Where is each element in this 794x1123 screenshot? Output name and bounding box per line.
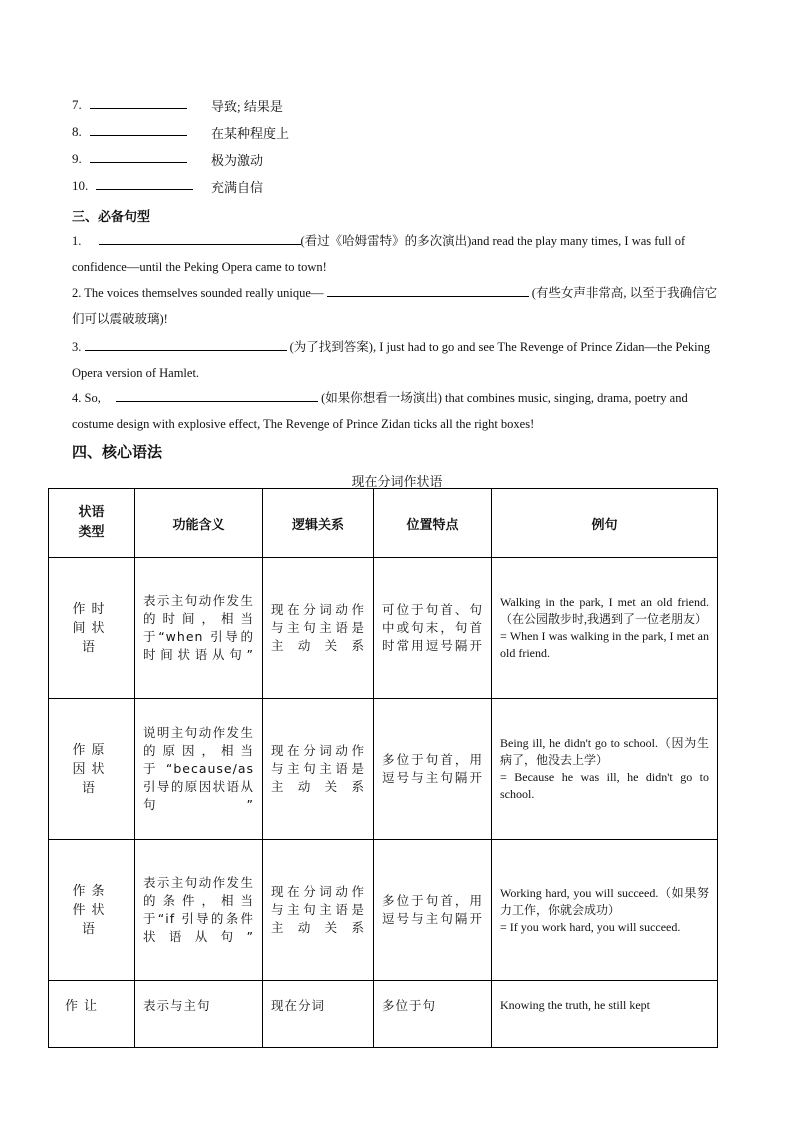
section-4-title: 四、核心语法	[72, 443, 163, 461]
header-logic: 逻辑关系	[263, 489, 374, 558]
header-type: 状语 类型	[49, 489, 135, 558]
table-row: 作条件状语 表示主句动作发生的条件，相当于“if 引导的条件状语从句” 现在分词动作与主句主语是主动关系 多位于句首，用逗号与主句隔开 Working hard, you will succeed.（如果努力工作，你就会成功） = If you work hard, you will succeed.	[49, 840, 718, 981]
grammar-table	[48, 488, 718, 1048]
answer-blank[interactable]	[90, 96, 187, 109]
vocab-item-7: 7. 导致; 结果是	[72, 97, 283, 114]
sentence-blank[interactable]	[99, 232, 301, 245]
table-row: 作时间状语 表示主句动作发生的时间，相当于“when 引导的时间状语从句” 现在分词动作与主句主语是主动关系 可位于句首、句中或句末，句首时常用逗号隔开 Walking in the park, I met an old friend.（在公园散步时,我遇到了一位老朋友） = When I was walking in the park, I met an old friend.	[49, 558, 718, 699]
sentence-blank[interactable]	[116, 389, 318, 402]
vocab-item-9: 9. 极为激动	[72, 151, 264, 168]
vocab-item-8: 8. 在某种程度上	[72, 124, 290, 141]
sentence-3: 3. (为了找到答案), I just had to go and see The Revenge of Prince Zidan—the Peking Opera version of Hamlet.	[72, 340, 711, 380]
answer-blank[interactable]	[90, 150, 187, 163]
answer-blank[interactable]	[90, 123, 187, 136]
header-example: 例句	[492, 489, 718, 558]
sentence-2: 2. The voices themselves sounded really unique— (有些女声非常高, 以至于我确信它们可以震破玻璃)!	[72, 286, 718, 326]
sentence-blank[interactable]	[327, 284, 529, 297]
answer-blank[interactable]	[96, 177, 193, 190]
sentence-4: 4. So, (如果你想看一场演出) that combines music, singing, drama, poetry and costume design with explosive effect, The Revenge of Prince Zidan ticks all the right boxes!	[72, 391, 688, 431]
header-position: 位置特点	[374, 489, 492, 558]
vocab-item-10: 10. 充满自信	[72, 178, 264, 195]
table-header-row	[49, 489, 718, 558]
table-caption: 现在分词作状语	[351, 475, 443, 490]
header-function: 功能含义	[135, 489, 263, 558]
table-row: 作原因状语 说明主句动作发生的原因，相当于“because/as 引导的原因状语从句” 现在分词动作与主句主语是主动关系 多位于句首，用逗号与主句隔开 Being ill, he didn't go to school.（因为生病了，他没去上学） = Because he was ill, he didn't go to school.	[49, 699, 718, 840]
sentence-blank[interactable]	[85, 338, 287, 351]
sentence-1: 1. (看过《哈姆雷特》的多次演出)and read the play many times, I was full of confidence—until the Peking Opera came to town!	[72, 234, 686, 274]
section-3-title: 三、必备句型	[72, 210, 151, 225]
table-row: 作让 表示与主句 现在分词 多位于句 Knowing the truth, he still kept	[49, 981, 718, 1048]
